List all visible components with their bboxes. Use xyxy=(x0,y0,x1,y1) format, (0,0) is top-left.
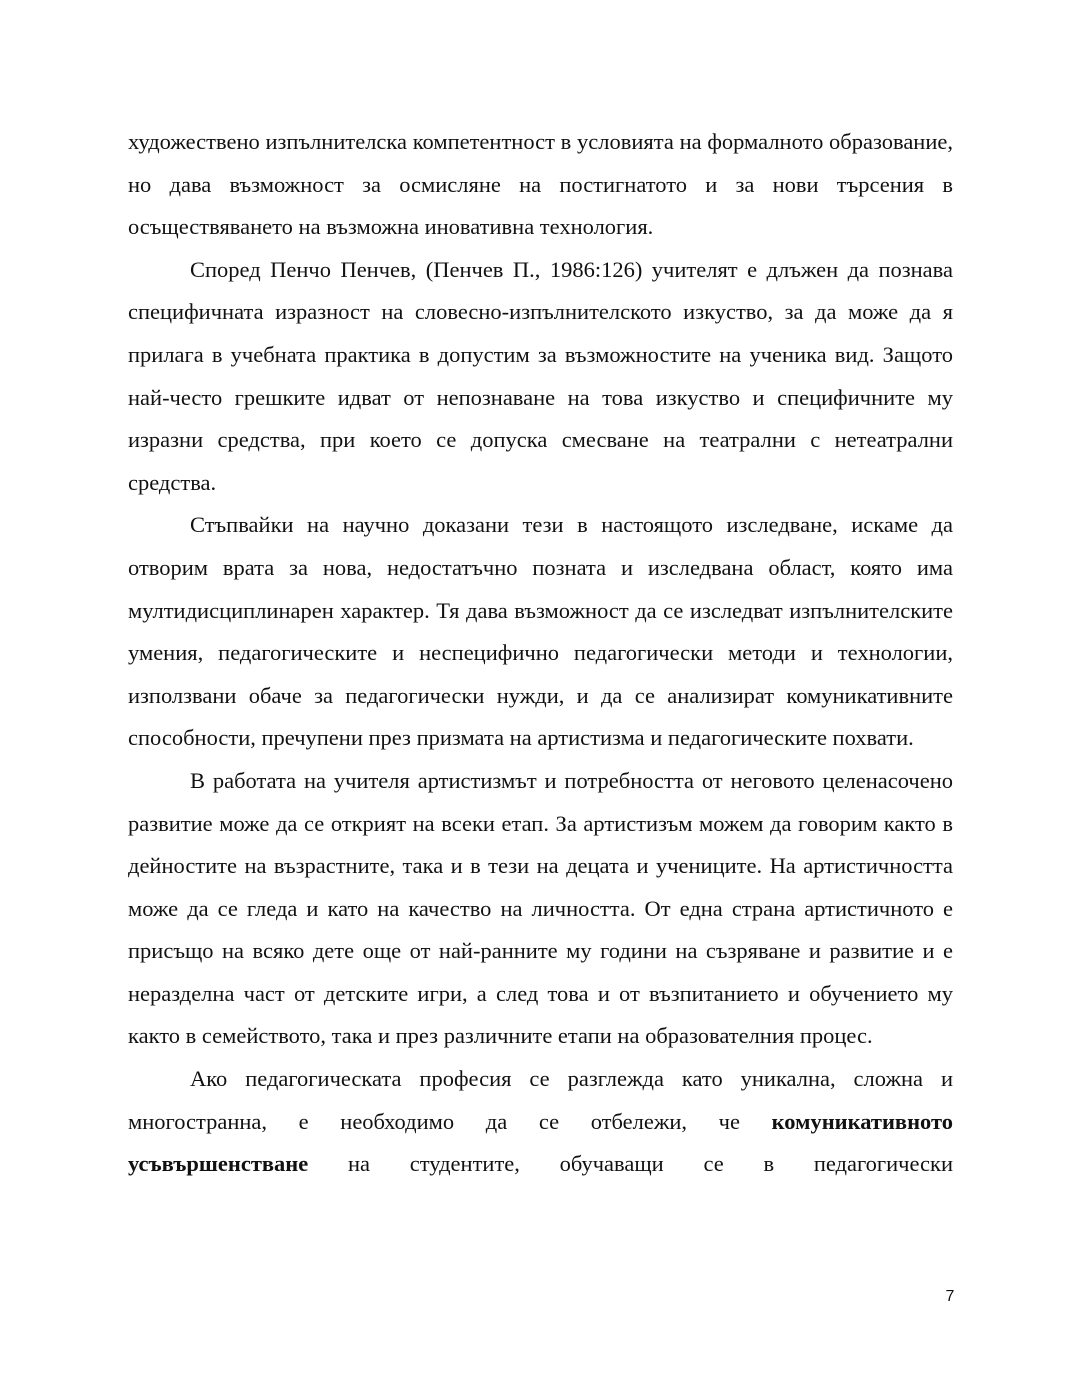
page-number: 7 xyxy=(945,1288,955,1305)
body-text xyxy=(128,121,953,1186)
paragraph-profession-start: Ако педагогическата професия се разглежда като уникална, сложна и многостранна, е необходимо да се отбележи, че xyxy=(128,1066,953,1134)
paragraph-research: Стъпвайки на научно доказани тези в настоящото изследване, искаме да отворим врата за нова, недостатъчно позната и изследвана област, която има мултидисциплинарен характер. Тя дава възможност да се изследват изпълнителските умения, педагогическите и неспецифично педагогически методи и технологии, използвани обаче за педагогически нужди, и да се анализират комуникативните способности, пречупени през призмата на артистизма и педагогическите похвати. xyxy=(128,512,953,751)
paragraph-continuation: художествено изпълнителска компетентност в условията на формалното образование, но дава възможност за осмисляне на постигнатото и за нови търсения в осъществяването на възможна иновативна технология. xyxy=(128,129,953,240)
paragraph-penchev: Според Пенчо Пенчев, (Пенчев П., 1986:126) учителят е длъжен да познава специфичната изразност на словесно-изпълнителското изкуство, за да може да я прилага в учебната практика в допустим за възможностите на ученика вид. Защото най-често грешките идват от непознаване на това изкуство и специфичните му изразни средства, при което се допуска смесване на театрални с нетеатрални средства. xyxy=(128,256,953,495)
paragraph-profession xyxy=(128,1058,953,1186)
paragraph-artistism: В работата на учителя артистизмът и потребността от неговото целенасочено развитие може да се открият на всеки етап. За артистизъм можем да говорим както в дейностите на възрастните, така и в тези на децата и учениците. На артистичността може да се гледа и като на качество на личността. От една страна артистичното е присъщо на всяко дете още от най-ранните му години на съзряване и развитие и е неразделна част от детските игри, а след това и от възпитанието и обучението му както в семейството, така и през различните етапи на образователния процес. xyxy=(128,767,953,1049)
bold-term: комуникативното усъвършенстване xyxy=(128,1108,953,1177)
paragraph-profession-end: на студентите, обучаващи се в педагогически xyxy=(308,1151,953,1177)
